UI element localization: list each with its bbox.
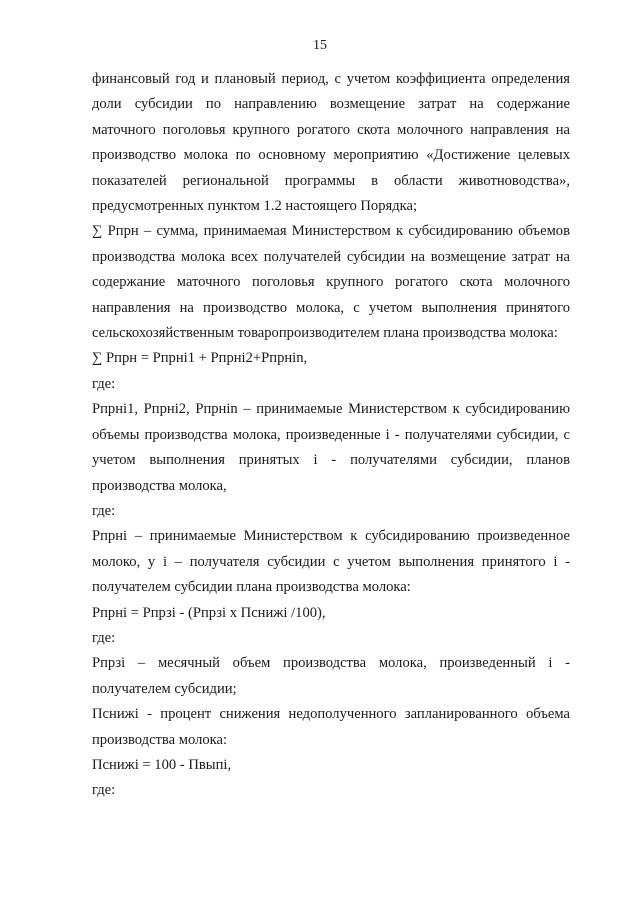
paragraph-psnizhi-definition: Пснижi - процент снижения недополученного запланированного объема производства молока:: [92, 706, 570, 748]
where-label: где:: [92, 782, 116, 799]
paragraph-rprni-definition: Рпрнi – принимаемые Министерством к субсидированию произведенное молоко, у i – получателя субсидии с учетом выполнения принятого i - получателем субсидии плана производства молока:: [92, 528, 570, 596]
formula-psnizhi: Пснижi = 100 - Пвыпi,: [92, 756, 232, 773]
formula-rprni: Рпрнi = Рпрзi - (Рпрзi х Пснижi /100),: [92, 604, 326, 621]
paragraph-rprzi-definition: Рпрзi – месячный объем производства молока, произведенный i - получателем субсидии;: [92, 655, 570, 697]
where-label: где:: [92, 502, 116, 519]
where-label: где:: [92, 629, 116, 646]
formula-sum: ∑ Рпрн = Рпрнi1 + Рпрнi2+Рпрнin,: [92, 350, 308, 367]
page-number: 15: [313, 38, 327, 53]
where-label: где:: [92, 375, 116, 392]
paragraph-components-definition: Рпрнi1, Рпрнi2, Рпрнin – принимаемые Министерством к субсидированию объемы производства молока, произведенные i - получателями субсидии, с учетом выполнения принятых i - получателями субсидии, планов производства молока,: [92, 401, 570, 494]
paragraph-continuation: финансовый год и плановый период, с учетом коэффициента определения доли субсидии по направлению возмещение затрат на содержание маточного поголовья крупного рогатого скота молочного направления на производство молока по основному мероприятию «Достижение целевых показателей региональной программы в области животноводства», предусмотренных пунктом 1.2 настоящего Порядка;: [92, 71, 570, 215]
document-body: [92, 67, 570, 804]
paragraph-sum-definition: ∑ Рпрн – сумма, принимаемая Министерством к субсидированию объемов производства молока всех получателей субсидии на возмещение затрат на содержание маточного поголовья крупного рогатого скота молочного направления на производство молока, с учетом выполнения принятого сельскохозяйственным товаропроизводителем плана производства молока:: [92, 223, 570, 342]
